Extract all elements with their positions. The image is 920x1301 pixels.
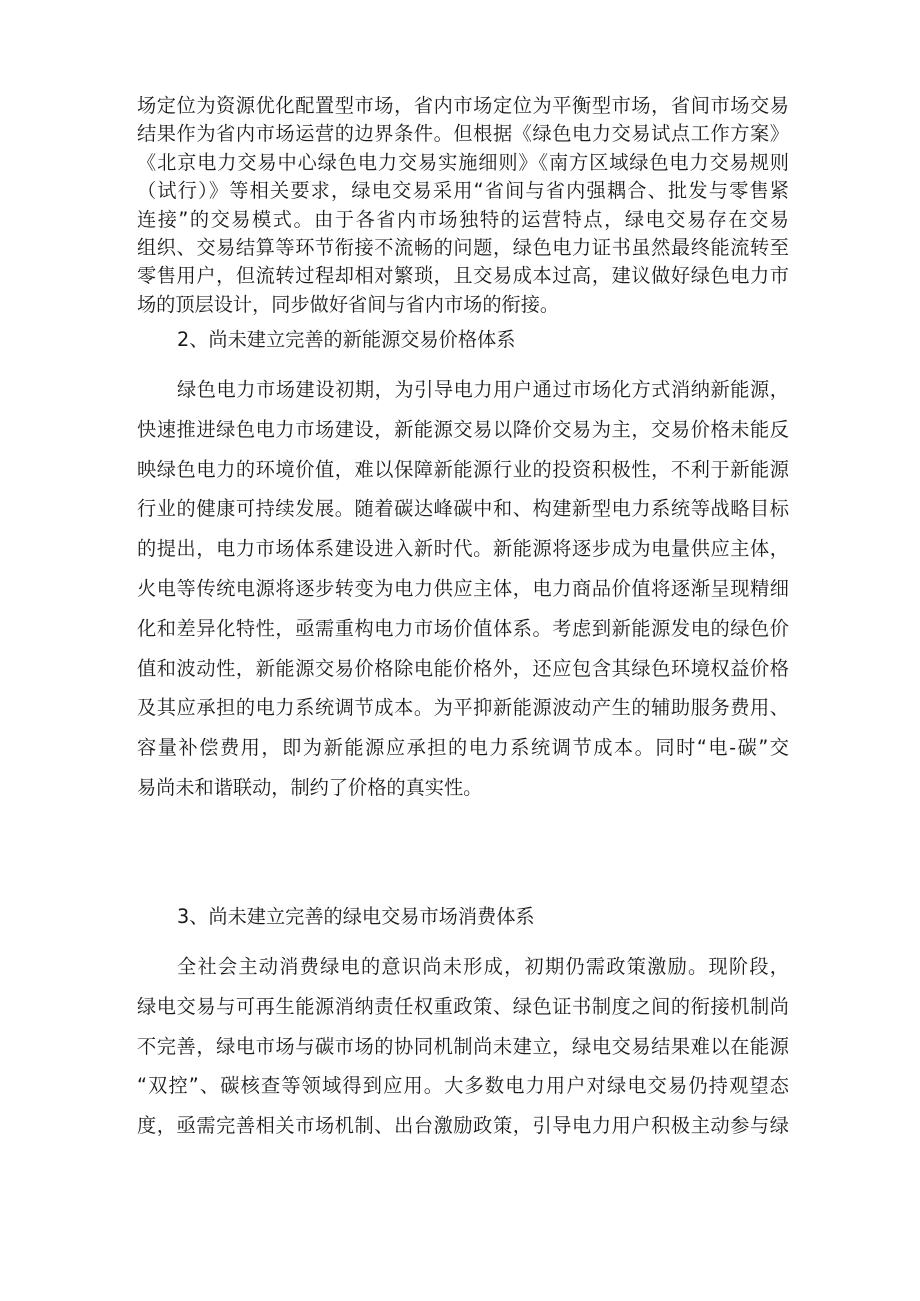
text-line: 化和差异化特性，亟需重构电力市场价值体系。考虑到新能源发电的绿色价	[137, 616, 789, 640]
text-line: “双控”、碳核查等领域得到应用。大多数电力用户对绿电交易仍持观望态	[137, 1074, 789, 1098]
text-line: 映绿色电力的环境价值，难以保障新能源行业的投资积极性，不利于新能源	[137, 457, 789, 481]
text-line: 连接”的交易模式。由于各省内市场独特的运营特点，绿电交易存在交易	[137, 207, 789, 231]
text-line: 《北京电力交易中心绿色电力交易实施细则》《南方区域绿色电力交易规则	[137, 150, 789, 174]
text-line: 结果作为省内市场运营的边界条件。但根据《绿色电力交易试点工作方案》	[137, 122, 789, 146]
text-line: 值和波动性，新能源交易价格除电能价格外，还应包含其绿色环境权益价格	[137, 656, 789, 680]
text-line: 绿色电力市场建设初期，为引导电力用户通过市场化方式消纳新能源，	[177, 378, 789, 401]
text-line: 火电等传统电源将逐步转变为电力供应主体，电力商品价值将逐渐呈现精细	[137, 576, 789, 600]
text-line: 全社会主动消费绿电的意识尚未形成，初期仍需政策激励。现阶段，	[177, 955, 789, 978]
text-line: 的提出，电力市场体系建设进入新时代。新能源将逐步成为电量供应主体，	[137, 537, 789, 561]
paragraph-price-system	[137, 370, 789, 808]
paragraph-consumption-system	[137, 947, 789, 1146]
text-line: 容量补偿费用，即为新能源应承担的电力系统调节成本。同时“电-碳”交	[137, 736, 789, 760]
text-line: 行业的健康可持续发展。随着碳达峰碳中和、构建新型电力系统等战略目标	[137, 497, 789, 521]
text-line: 绿电交易与可再生能源消纳责任权重政策、绿色证书制度之间的衔接机制尚	[137, 994, 789, 1018]
text-line: 不完善，绿电市场与碳市场的协同机制尚未建立，绿电交易结果难以在能源	[137, 1034, 789, 1058]
text-line: 场的顶层设计，同步做好省间与省内市场的衔接。	[137, 292, 560, 316]
paragraph-market-positioning	[137, 92, 789, 319]
text-line: 及其应承担的电力系统调节成本。为平抑新能源波动产生的辅助服务费用、	[137, 696, 789, 720]
text-line: 度，亟需完善相关市场机制、出台激励政策，引导电力用户积极主动参与绿	[137, 1114, 789, 1138]
text-line: 零售用户，但流转过程却相对繁琐，且交易成本过高，建议做好绿色电力市	[137, 264, 789, 288]
text-line: 易尚未和谐联动，制约了价格的真实性。	[137, 775, 483, 799]
section-heading-price-system: 2、尚未建立完善的新能源交易价格体系	[177, 328, 516, 351]
text-line: 场定位为资源优化配置型市场，省内市场定位为平衡型市场，省间市场交易	[137, 94, 789, 117]
text-line: 组织、交易结算等环节衔接不流畅的问题，绿色电力证书虽然最终能流转至	[137, 236, 789, 260]
section-heading-consumption-system: 3、尚未建立完善的绿电交易市场消费体系	[177, 905, 535, 928]
text-line: 快速推进绿色电力市场建设，新能源交易以降价交易为主，交易价格未能反	[137, 417, 789, 441]
text-line: （试行）》等相关要求，绿电交易采用“省间与省内强耦合、批发与零售紧	[137, 179, 789, 203]
